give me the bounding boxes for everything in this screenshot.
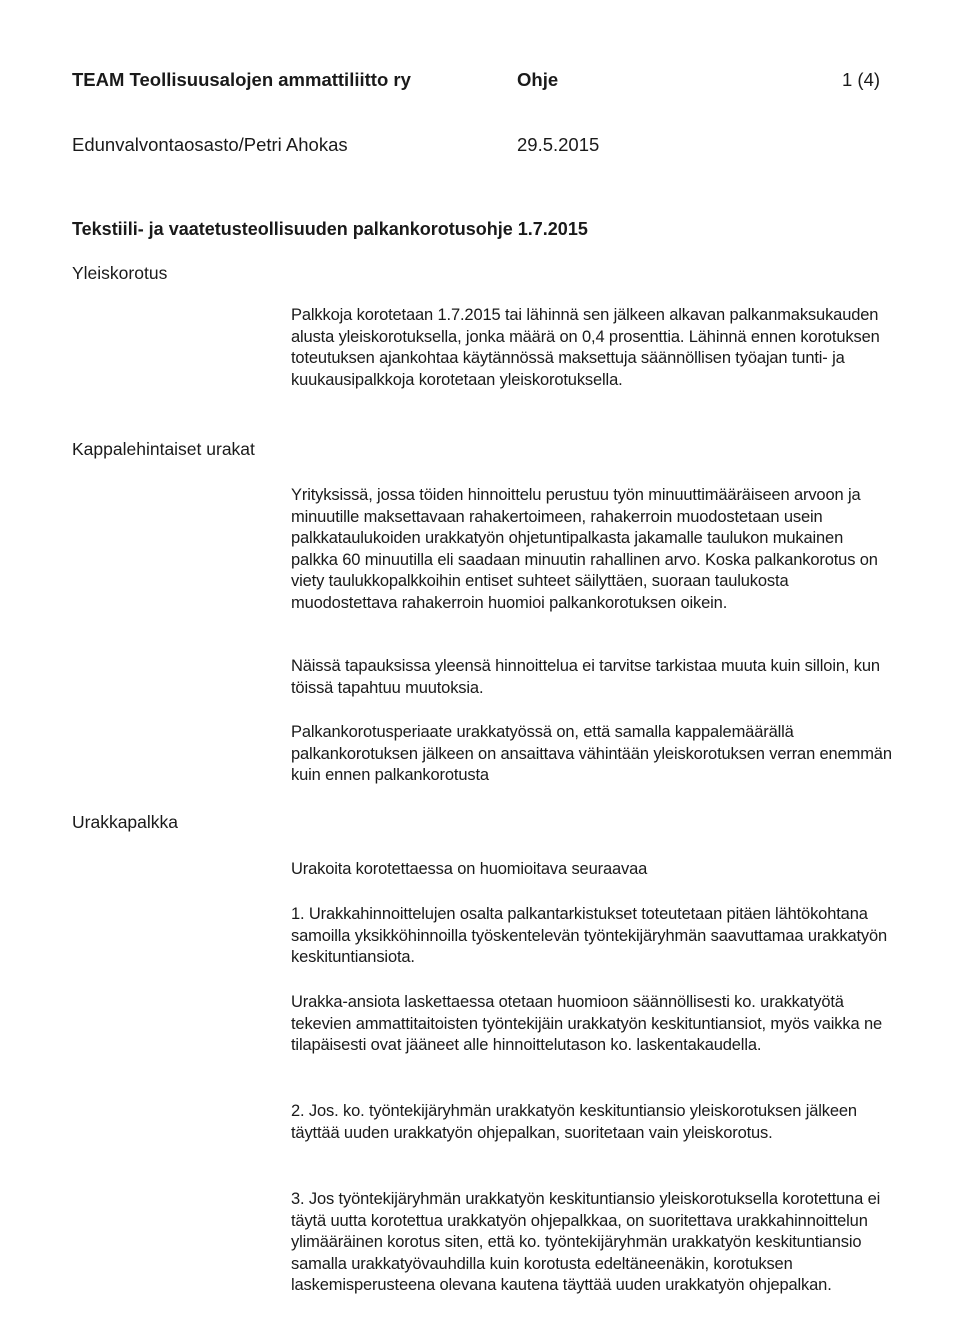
section-label-yleiskorotus: Yleiskorotus	[72, 263, 168, 283]
kappalehintaiset-paragraph-2: Näissä tapauksissa yleensä hinnoittelua ei tarvitse tarkistaa muuta kuin silloin, kun töissä tapahtuu muutoksia.	[291, 657, 880, 697]
page-number: 1 (4)	[842, 69, 881, 90]
urakkapalkka-item-1: 1. Urakkahinnoittelujen osalta palkantarkistukset toteutetaan pitäen lähtökohtana samoilla yksikköhinnoilla työskentelevän työntekijäryhmän saavuttamaa urakkatyön keskituntiansiota.	[291, 905, 888, 967]
urakkapalkka-item-3: 3. Jos työntekijäryhmän urakkatyön keskituntiansio yleiskorotuksella korotettuna ei täytä uutta korotettua urakkatyön ohjepalkkaa, on suoritettava urakkahinnoittelun ylimääräinen korotus siten, että ko. työntekijäryhmän urakkatyön keskituntiansio samalla urakkatyövauhdilla kuin korotusta edeltäneenäkin, korotuksen laskemisperusteena olevana kautena täyttää uuden urakkatyön ohjepalkan.	[291, 1190, 881, 1295]
urakkapalkka-item-2: 2. Jos. ko. työntekijäryhmän urakkatyön keskituntiansio yleiskorotuksen jälkeen täyttää uuden urakkatyön ohjepalkan, suoritetaan vain yleiskorotus.	[291, 1102, 857, 1142]
organization-name: TEAM Teollisuusalojen ammattiliitto ry	[72, 69, 411, 90]
section-label-urakkapalkka: Urakkapalkka	[72, 812, 179, 832]
document-title: Tekstiili- ja vaatetusteollisuuden palkankorotusohje 1.7.2015	[72, 219, 588, 239]
urakkapalkka-intro: Urakoita korotettaessa on huomioitava seuraavaa	[291, 860, 648, 878]
department-author: Edunvalvontaosasto/Petri Ahokas	[72, 134, 348, 155]
kappalehintaiset-paragraph-1: Yrityksissä, jossa töiden hinnoittelu perustuu työn minuuttimääräiseen arvoon ja minuutille maksettavaan rahakertoimeen, rahakerroin muodostetaan usein palkkataulukoiden urakkatyön ohjetuntipalkasta jakamalle taulukon mukainen palkka 60 minuutilla eli saadaan minuutin rahallinen arvo. Koska palkankorotus on viety taulukkopalkkoihin entiset suhteet säilyttäen, suoraan taulukosta muodostettava rahakerroin huomioi palkankorotuksen oikein.	[291, 486, 878, 612]
document-type: Ohje	[517, 69, 559, 90]
yleiskorotus-paragraph: Palkkoja korotetaan 1.7.2015 tai lähinnä sen jälkeen alkavan palkanmaksukauden alusta yleiskorotuksella, jonka määrä on 0,4 prosenttia. Lähinnä ennen korotuksen toteutuksen ajankohtaa käytännössä maksettuja säännöllisen työajan tunti- ja kuukausipalkkoja korotetaan yleiskorotuksella.	[291, 306, 880, 389]
kappalehintaiset-paragraph-3: Palkankorotusperiaate urakkatyössä on, että samalla kappalemäärällä palkankorotuksen jälkeen on ansaittava vähintään yleiskorotuksen verran enemmän kuin ennen palkankorotusta	[291, 723, 892, 785]
section-label-kappalehintaiset-urakat: Kappalehintaiset urakat	[72, 439, 255, 459]
document-date: 29.5.2015	[517, 134, 600, 155]
urakkapalkka-paragraph: Urakka-ansiota laskettaessa otetaan huomioon säännöllisesti ko. urakkatyötä tekevien ammattitaitoisten työntekijäin urakkatyön keskituntiansiot, myös vaikka ne tilapäisesti ovat jääneet alle hinnoittelutason ko. laskentakaudella.	[291, 993, 883, 1055]
